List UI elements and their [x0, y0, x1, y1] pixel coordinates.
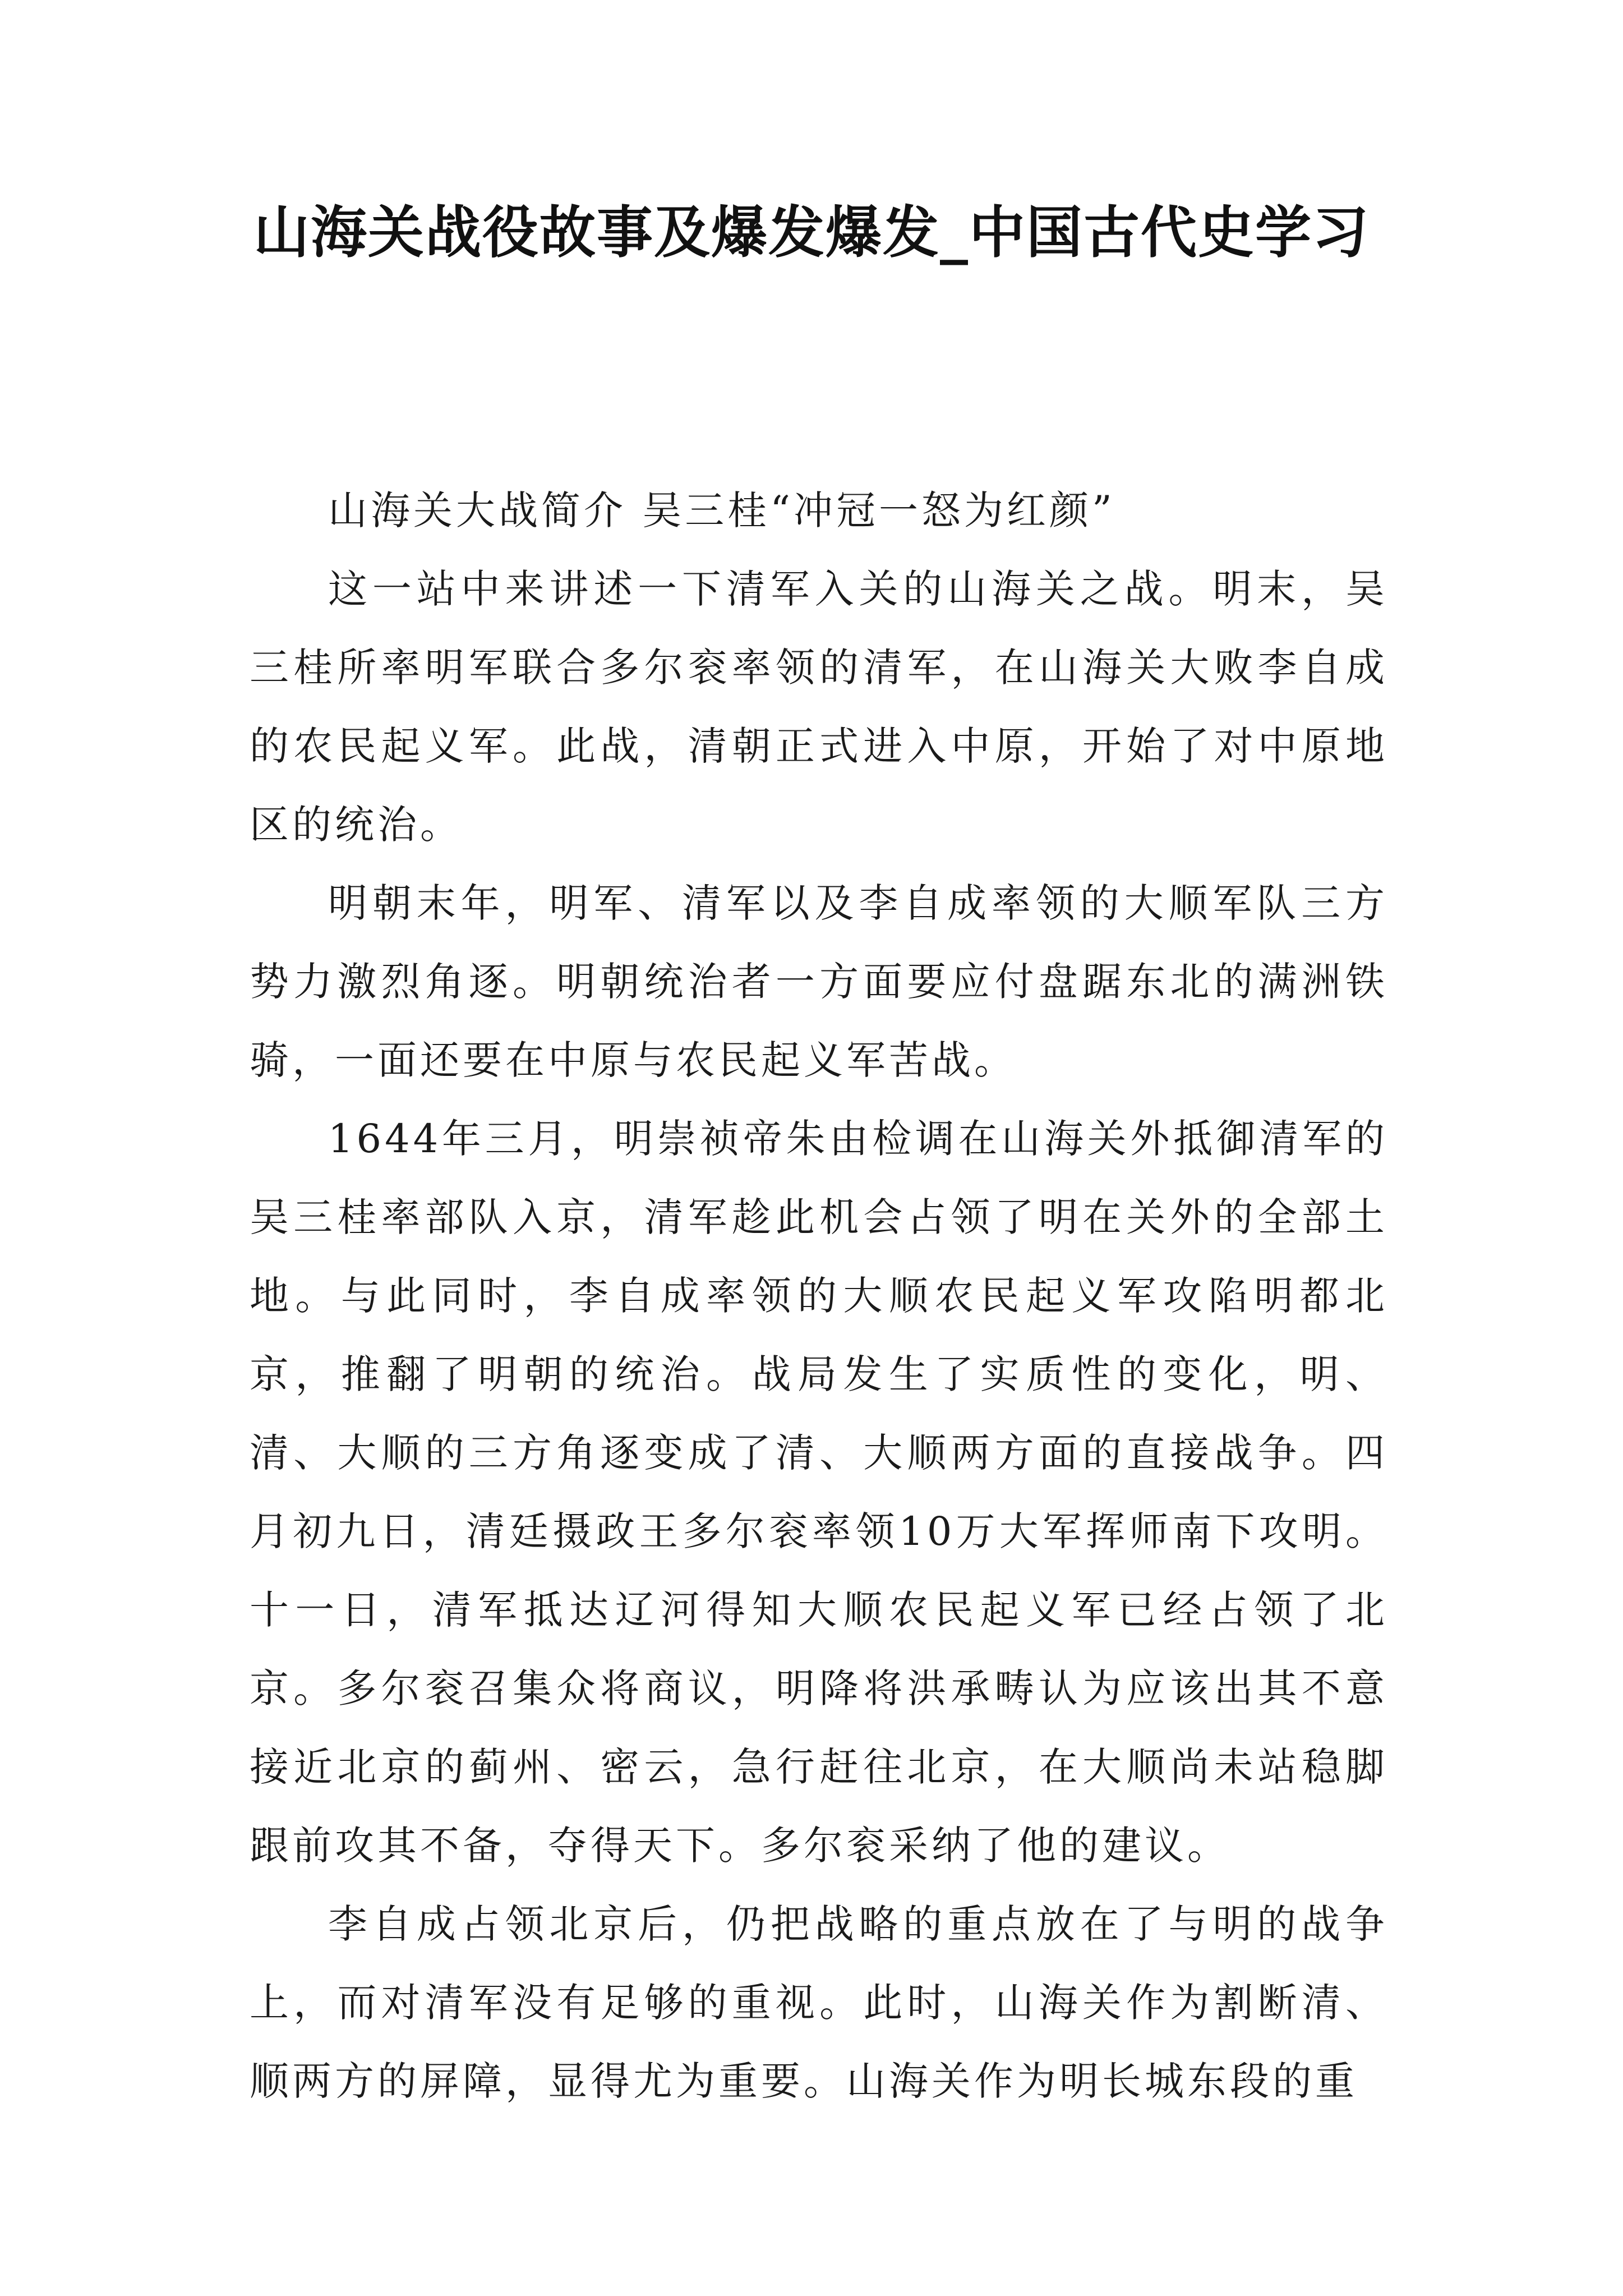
document-body [250, 471, 1388, 2120]
paragraph: 1644年三月，明崇祯帝朱由检调在山海关外抵御清军的吴三桂率部队入京，清军趁此机会占领了明在关外的全部土地。与此同时，李自成率领的大顺农民起义军攻陷明都北京，推翻了明朝的统治。战局发生了实质性的变化，明、清、大顺的三方角逐变成了清、大顺两方面的直接战争。四月初九日，清廷摄政王多尔衮率领10万大军挥师南下攻明。十一日，清军抵达辽河得知大顺农民起义军已经占领了北京。多尔衮召集众将商议，明降将洪承畴认为应该出其不意接近北京的蓟州、密云，急行赶往北京，在大顺尚未站稳脚跟前攻其不备，夺得天下。多尔衮采纳了他的建议。 [250, 1116, 1388, 1869]
paragraph: 明朝末年，明军、清军以及李自成率领的大顺军队三方势力激烈角逐。明朝统治者一方面要应付盘踞东北的满洲铁骑，一面还要在中原与农民起义军苦战。 [250, 880, 1388, 1083]
document-title: 山海关战役故事及爆发爆发_中国古代史学习 [253, 200, 1370, 265]
paragraph: 这一站中来讲述一下清军入关的山海关之战。明末，吴三桂所率明军联合多尔衮率领的清军，在山海关大败李自成的农民起义军。此战，清朝正式进入中原，开始了对中原地区的统治。 [250, 566, 1388, 848]
paragraph-subheading: 山海关大战简介 吴三桂“冲冠一怒为红颜” [328, 487, 1115, 533]
paragraph: 李自成占领北京后，仍把战略的重点放在了与明的战争上，而对清军没有足够的重视。此时，山海关作为割断清、顺两方的屏障，显得尤为重要。山海关作为明长城东段的重 [250, 1901, 1388, 2104]
